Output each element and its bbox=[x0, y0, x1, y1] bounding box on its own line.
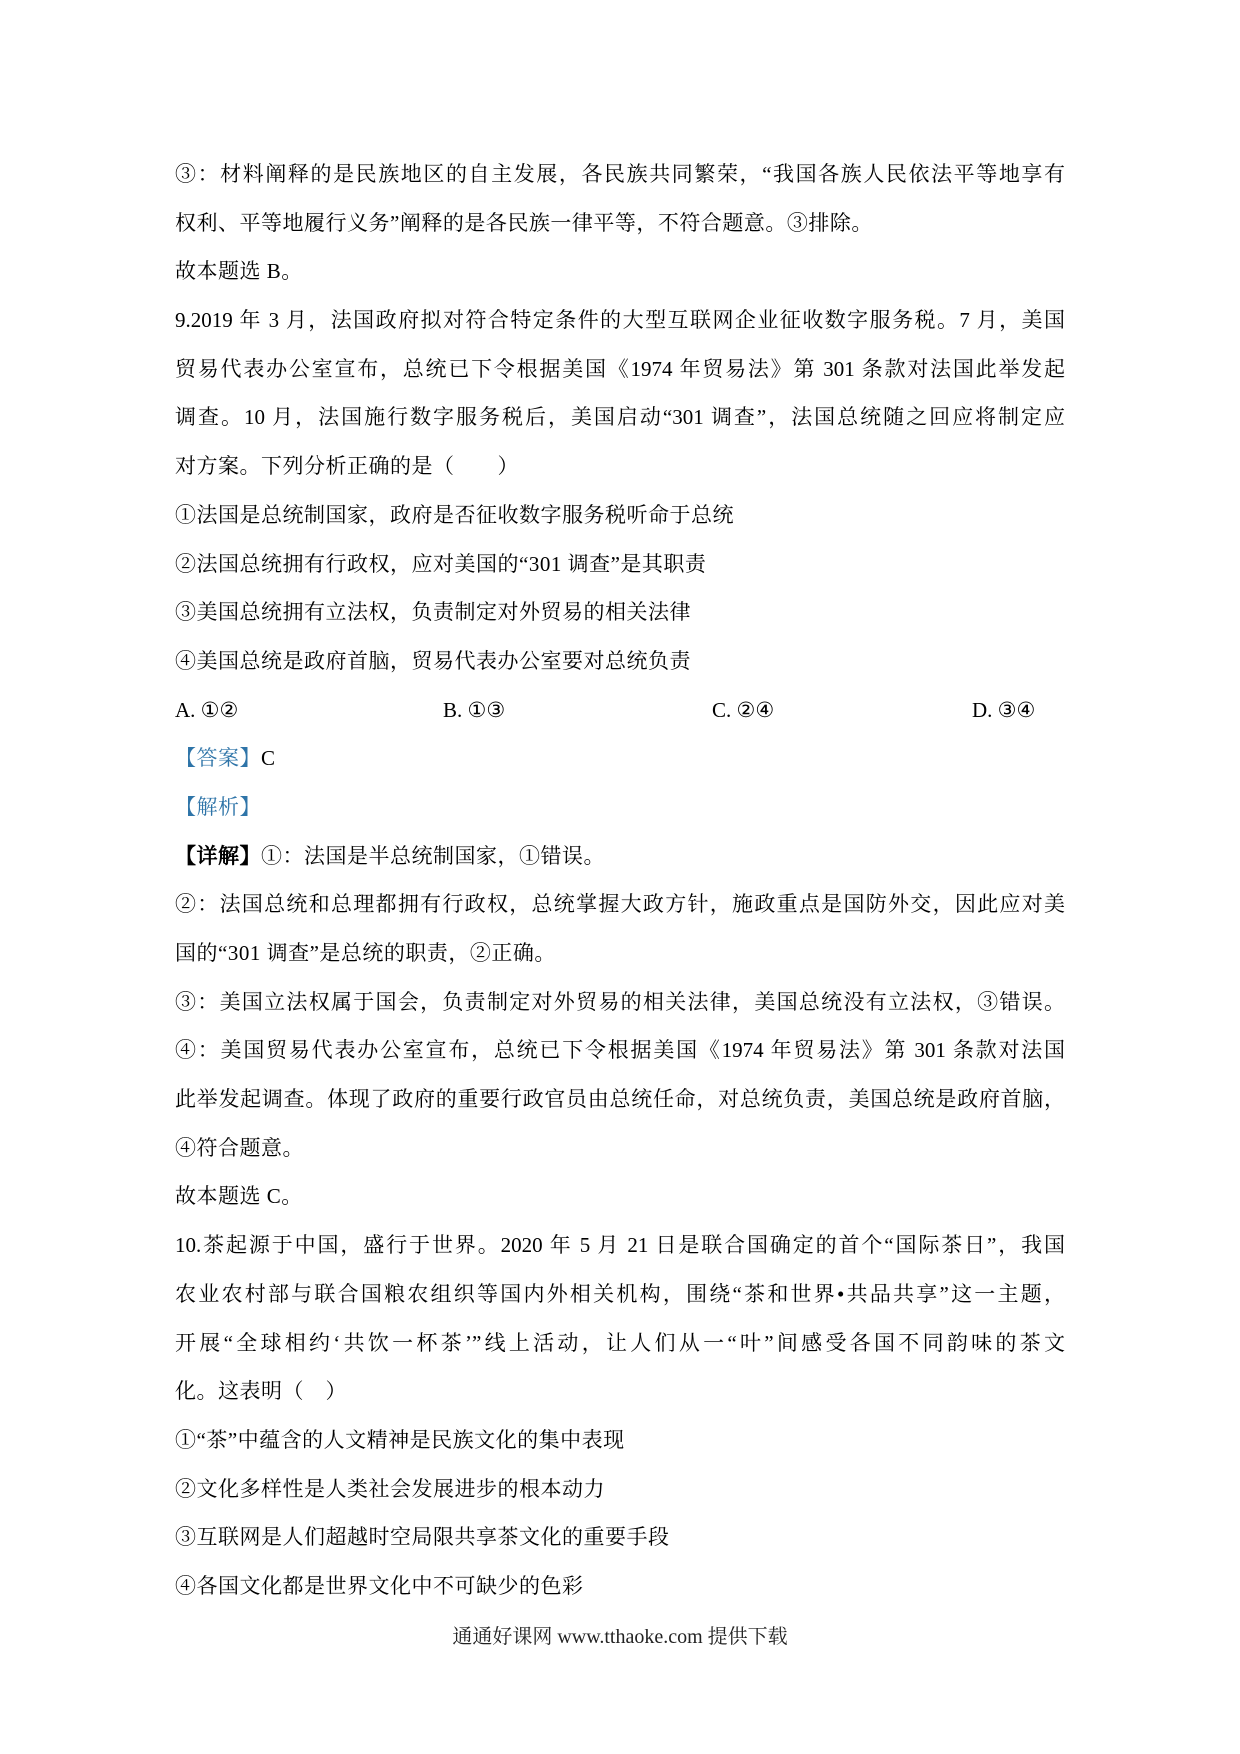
question-9-statement-2: ②法国总统拥有行政权，应对美国的“301 调查”是其职责 bbox=[175, 551, 707, 576]
answer-label: 【答案】 bbox=[175, 746, 261, 771]
question-9-options bbox=[175, 686, 1065, 735]
explanation-line: 此举发起调查。体现了政府的重要行政官员由总统任命，对总统负责，美国总统是政府首脑， bbox=[175, 1087, 1065, 1112]
detail-text: ①：法国是半总统制国家，①错误。 bbox=[261, 843, 605, 868]
question-10-statement-1: ①“茶”中蕴含的人文精神是民族文化的集中表现 bbox=[175, 1427, 625, 1452]
explanation-line: ④符合题意。 bbox=[175, 1135, 304, 1160]
question-9-statement-1: ①法国是总统制国家，政府是否征收数字服务税听命于总统 bbox=[175, 502, 734, 527]
text-line: 故本题选 B。 bbox=[175, 259, 303, 284]
question-10-stem-line: 化。这表明（ ） bbox=[175, 1379, 347, 1404]
option-b: B. ①③ bbox=[443, 697, 506, 722]
explanation-line: ②：法国总统和总理都拥有行政权，总统掌握大政方针，施政重点是国防外交，因此应对美 bbox=[175, 892, 1065, 917]
explanation-line: ④：美国贸易代表办公室宣布，总统已下令根据美国《1974 年贸易法》第 301 条款对法国 bbox=[175, 1038, 1065, 1063]
option-d: D. ③④ bbox=[972, 697, 1036, 722]
document-content bbox=[175, 150, 1065, 1611]
detail-label: 【详解】 bbox=[175, 843, 261, 868]
question-10-statement-3: ③互联网是人们超越时空局限共享茶文化的重要手段 bbox=[175, 1525, 670, 1550]
text-line: 权利、平等地履行义务”阐释的是各民族一律平等，不符合题意。③排除。 bbox=[175, 210, 873, 235]
question-9-stem-line: 对方案。下列分析正确的是（ ） bbox=[175, 454, 519, 479]
analysis-label: 【解析】 bbox=[175, 794, 261, 819]
option-c: C. ②④ bbox=[712, 697, 775, 722]
question-10-statement-2: ②文化多样性是人类社会发展进步的根本动力 bbox=[175, 1476, 605, 1501]
question-10-statement-4: ④各国文化都是世界文化中不可缺少的色彩 bbox=[175, 1573, 584, 1598]
question-9-stem-line: 贸易代表办公室宣布，总统已下令根据美国《1974 年贸易法》第 301 条款对法国此举发起 bbox=[175, 356, 1065, 381]
explanation-line: 故本题选 C。 bbox=[175, 1184, 303, 1209]
explanation-line: 国的“301 调查”是总统的职责，②正确。 bbox=[175, 941, 556, 965]
footer-watermark: 通通好课网 www.tthaoke.com 提供下载 bbox=[452, 1626, 788, 1648]
answer-row bbox=[175, 734, 1065, 783]
question-10-stem-line: 开展“全球相约‘共饮一杯茶’”线上活动，让人们从一“叶”间感受各国不同韵味的茶文 bbox=[175, 1330, 1065, 1355]
option-a: A. ①② bbox=[175, 697, 239, 722]
question-9-statement-4: ④美国总统是政府首脑，贸易代表办公室要对总统负责 bbox=[175, 648, 691, 673]
explanation-line: ③：美国立法权属于国会，负责制定对外贸易的相关法律，美国总统没有立法权，③错误。 bbox=[175, 989, 1065, 1014]
answer-value: C bbox=[261, 746, 276, 771]
analysis-row bbox=[175, 783, 1065, 832]
detail-row bbox=[175, 832, 1065, 881]
text-line: ③：材料阐释的是民族地区的自主发展，各民族共同繁荣，“我国各族人民依法平等地享有 bbox=[175, 162, 1065, 186]
question-10-stem-line: 10.茶起源于中国，盛行于世界。2020 年 5 月 21 日是联合国确定的首个“国际茶日”，我国 bbox=[175, 1233, 1065, 1258]
question-9-stem-line: 调查。10 月，法国施行数字服务税后，美国启动“301 调查”，法国总统随之回应将制定应 bbox=[175, 405, 1065, 430]
question-9-statement-3: ③美国总统拥有立法权，负责制定对外贸易的相关法律 bbox=[175, 600, 691, 625]
question-10-stem-line: 农业农村部与联合国粮农组织等国内外相关机构，围绕“茶和世界•共品共享”这一主题， bbox=[175, 1281, 1065, 1306]
question-9-stem-line: 9.2019 年 3 月，法国政府拟对符合特定条件的大型互联网企业征收数字服务税。7 月，美国 bbox=[175, 308, 1065, 333]
